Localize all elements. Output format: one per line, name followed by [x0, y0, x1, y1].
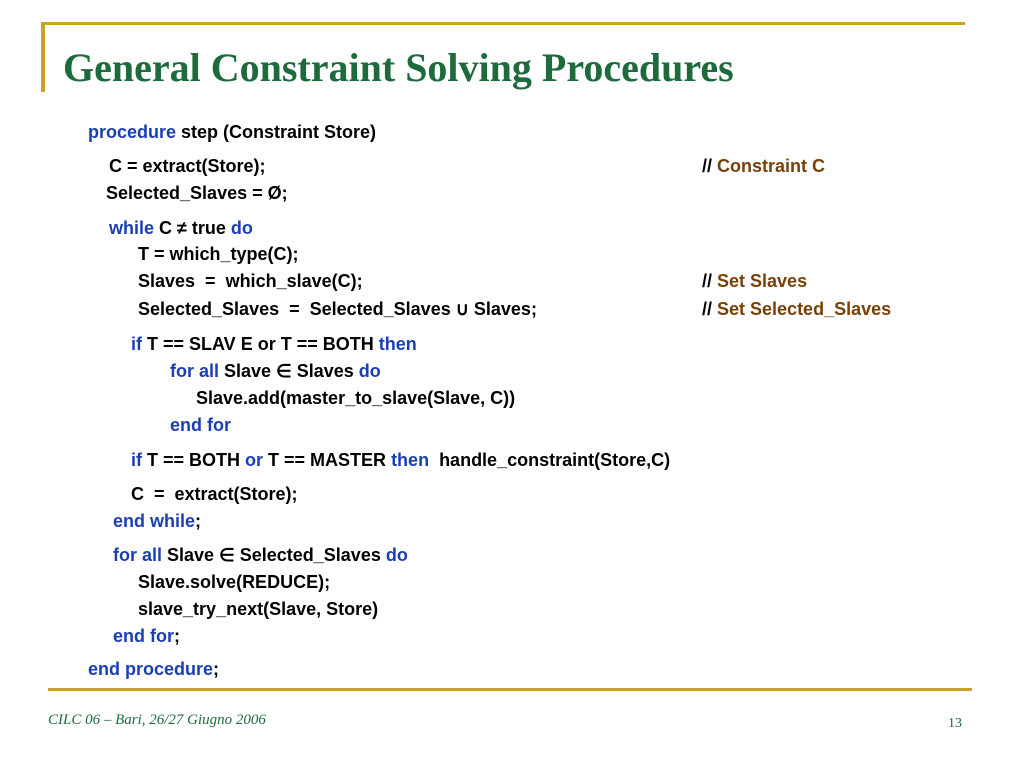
comment-text: Set Selected_Slaves: [717, 299, 892, 319]
code-line-end-for-inner: [170, 414, 231, 436]
code-text: C ≠ true: [154, 218, 231, 238]
code-text: Selected_Slaves = Selected_Slaves ∪ Slaves;: [138, 299, 537, 319]
keyword: while: [109, 218, 155, 238]
comment-slashes: //: [702, 271, 718, 291]
code-comment-constraint: [702, 155, 825, 177]
code-text: handle_constraint(Store,C): [429, 450, 671, 470]
keyword: do: [358, 361, 381, 381]
keyword: end for: [113, 626, 174, 646]
keyword: end while: [113, 511, 196, 531]
code-text: C = extract(Store);: [109, 156, 266, 176]
code-text: slave_try_next(Slave, Store): [138, 599, 379, 619]
code-line-extract: [109, 155, 266, 177]
code-line-for-all-slaves: [170, 360, 381, 382]
keyword: if: [131, 450, 142, 470]
code-text: T = which_type(C);: [138, 244, 299, 264]
code-text: Slave ∈ Selected_Slaves: [162, 545, 386, 565]
keyword: then: [391, 450, 430, 470]
code-text: Slaves = which_slave(C);: [138, 271, 363, 291]
code-line-for-all-selected: [113, 544, 408, 566]
code-text: T == BOTH: [142, 450, 246, 470]
code-text: C = extract(Store);: [131, 484, 298, 504]
code-line-if-slave: [131, 333, 417, 355]
keyword: end procedure: [88, 659, 214, 679]
keyword: if: [131, 334, 142, 354]
keyword: end for: [170, 415, 231, 435]
code-line-end-for-outer: [113, 625, 180, 647]
code-text: step (Constraint Store): [176, 122, 377, 142]
slide-title: General Constraint Solving Procedures: [63, 45, 734, 90]
keyword: for all: [170, 361, 220, 381]
code-line-end-procedure: [88, 658, 219, 680]
code-text: Slave.solve(REDUCE);: [138, 572, 331, 592]
code-text: Selected_Slaves = Ø;: [106, 183, 288, 203]
code-text: ;: [195, 511, 202, 531]
footer-conference: CILC 06 – Bari, 26/27 Giugno 2006: [48, 712, 266, 728]
footer-rule: [48, 688, 972, 691]
code-line-procedure-header: [88, 121, 376, 143]
keyword: do: [230, 218, 253, 238]
code-line-slave-try-next: [138, 598, 378, 620]
keyword: or: [245, 450, 264, 470]
code-line-union: [138, 298, 537, 320]
keyword: procedure: [88, 122, 177, 142]
code-text: ;: [213, 659, 220, 679]
code-line-init-selected: [106, 182, 288, 204]
code-line-extract-again: [131, 483, 298, 505]
comment-text: Constraint C: [717, 156, 826, 176]
code-line-which-type: [138, 243, 299, 265]
code-text: T == MASTER: [263, 450, 392, 470]
comment-slashes: //: [702, 299, 718, 319]
code-text: Slave.add(master_to_slave(Slave, C)): [196, 388, 516, 408]
code-line-slave-solve: [138, 571, 330, 593]
keyword: then: [378, 334, 417, 354]
keyword: do: [385, 545, 408, 565]
page-number: 13: [948, 716, 962, 731]
keyword: for all: [113, 545, 163, 565]
code-line-slave-add: [196, 387, 515, 409]
code-line-while: [109, 217, 253, 239]
code-comment-set-slaves: [702, 270, 807, 292]
code-line-end-while: [113, 510, 201, 532]
code-line-which-slave: [138, 270, 363, 292]
comment-text: Set Slaves: [717, 271, 808, 291]
code-text: Slave ∈ Slaves: [219, 361, 359, 381]
code-text: T == SLAV E or T == BOTH: [142, 334, 379, 354]
code-line-if-master: [131, 449, 670, 471]
code-comment-set-selected: [702, 298, 891, 320]
comment-slashes: //: [702, 156, 718, 176]
code-text: ;: [174, 626, 180, 646]
